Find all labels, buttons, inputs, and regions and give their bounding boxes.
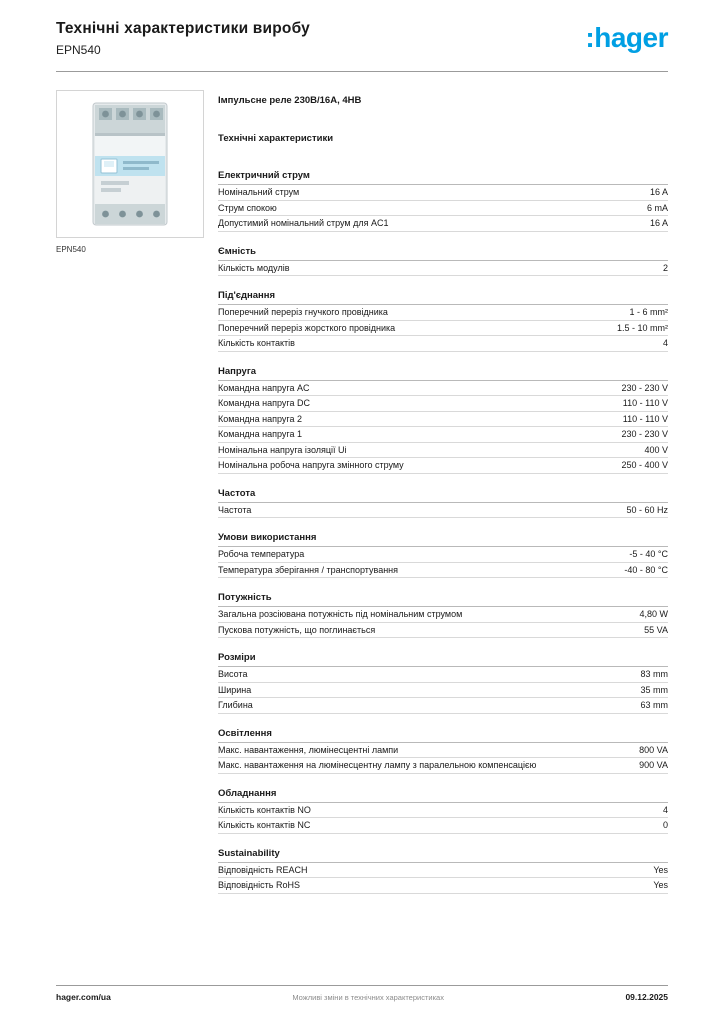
spec-label: Відповідність RoHS (218, 880, 300, 890)
spec-value: 63 mm (640, 700, 668, 710)
spec-row (218, 305, 668, 321)
spec-label: Номінальний струм (218, 187, 300, 197)
product-code: EPN540 (56, 43, 101, 57)
spec-section (218, 590, 668, 638)
spec-section (218, 244, 668, 277)
spec-value: 50 - 60 Hz (626, 504, 668, 515)
spec-row (218, 547, 668, 563)
relay-illustration (57, 91, 203, 237)
spec-label: Температура зберігання / транспортування (218, 564, 399, 575)
spec-value: 16 A (649, 218, 668, 228)
spec-label: Кількість модулів (218, 262, 290, 273)
spec-label: Глибина (218, 700, 253, 710)
specifications-column (218, 90, 668, 894)
spec-row (218, 216, 668, 232)
spec-section (218, 288, 668, 352)
page-header (56, 20, 668, 72)
spec-value: 230 - 230 V (621, 429, 668, 439)
spec-value: -40 - 80 °C (624, 564, 668, 575)
spec-value: 250 - 400 V (621, 460, 668, 470)
spec-row (218, 667, 668, 683)
spec-row (218, 412, 668, 428)
spec-label: Кількість контактів NC (218, 820, 311, 830)
spec-row (218, 381, 668, 397)
spec-section (218, 168, 668, 232)
spec-row (218, 185, 668, 201)
spec-row (218, 743, 668, 759)
spec-row (218, 427, 668, 443)
spec-row (218, 803, 668, 819)
spec-value: 6 mA (646, 202, 668, 213)
spec-section (218, 486, 668, 519)
product-image-column (56, 90, 218, 894)
spec-label: Макс. навантаження, люмінесцентні лампи (218, 744, 399, 755)
spec-row (218, 201, 668, 217)
spec-label: Висота (218, 669, 248, 679)
spec-row (218, 503, 668, 519)
spec-value: 900 VA (639, 760, 668, 770)
spec-value: 1.5 - 10 mm² (616, 322, 668, 333)
page-title: Технічні характеристики виробу (56, 20, 310, 37)
spec-label: Пускова потужність, що поглинається (218, 624, 376, 635)
section-title: Умови використання (218, 530, 668, 547)
spec-value: 110 - 110 V (622, 413, 668, 424)
spec-row (218, 698, 668, 714)
section-title: Sustainability (218, 846, 668, 863)
spec-label: Частота (218, 504, 252, 515)
spec-value: Yes (653, 864, 668, 875)
spec-value: -5 - 40 °C (629, 549, 668, 559)
spec-label: Поперечний переріз жорсткого провідника (218, 322, 396, 333)
spec-row (218, 261, 668, 277)
spec-value: 4,80 W (639, 609, 668, 619)
spec-value: 0 (662, 820, 668, 830)
spec-row (218, 321, 668, 337)
section-title: Частота (218, 486, 668, 503)
section-title: Освітлення (218, 726, 668, 743)
product-image-caption: EPN540 (56, 245, 86, 254)
spec-label: Кількість контактів (218, 338, 295, 348)
product-image (56, 90, 204, 238)
spec-section (218, 726, 668, 774)
spec-row (218, 878, 668, 894)
spec-value: 4 (662, 338, 668, 348)
spec-label: Командна напруга DC (218, 398, 310, 408)
spec-value: 16 A (649, 187, 668, 197)
spec-value: 83 mm (640, 669, 668, 679)
footer-disclaimer: Можливі зміни в технічних характеристиках (292, 993, 444, 1002)
spec-row (218, 818, 668, 834)
spec-value: 35 mm (640, 684, 668, 695)
section-title: Електричний струм (218, 168, 668, 185)
spec-label: Номінальна робоча напруга змінного струму (218, 460, 404, 470)
hager-logo: :hager (585, 22, 668, 53)
spec-row (218, 458, 668, 474)
spec-value: 230 - 230 V (621, 382, 668, 393)
spec-label: Номінальна напруга ізоляції Ui (218, 444, 347, 455)
spec-section (218, 786, 668, 834)
main-content (56, 90, 668, 894)
spec-label: Відповідність REACH (218, 864, 308, 875)
spec-label: Командна напруга 1 (218, 429, 302, 439)
spec-row (218, 336, 668, 352)
product-description: Імпульсне реле 230В/16А, 4НВ (218, 95, 362, 106)
section-title: Потужність (218, 590, 668, 607)
spec-section (218, 364, 668, 474)
spec-value: 4 (662, 804, 668, 815)
spec-row (218, 758, 668, 774)
section-title: Під'єднання (218, 288, 668, 305)
spec-value: 400 V (644, 444, 668, 455)
spec-label: Струм спокою (218, 202, 277, 213)
spec-row (218, 623, 668, 639)
spec-sections (218, 168, 668, 894)
spec-row (218, 607, 668, 623)
spec-value: 55 VA (644, 624, 668, 635)
section-title: Розміри (218, 650, 668, 667)
spec-label: Допустимий номінальний струм для AC1 (218, 218, 389, 228)
spec-value: Yes (653, 880, 668, 890)
spec-row (218, 683, 668, 699)
spec-section (218, 846, 668, 894)
spec-label: Загальна розсіювана потужність під номінальним струмом (218, 609, 463, 619)
page-footer (56, 985, 668, 1002)
spec-value: 2 (662, 262, 668, 273)
spec-label: Командна напруга AC (218, 382, 310, 393)
section-title: Напруга (218, 364, 668, 381)
spec-row (218, 396, 668, 412)
spec-value: 1 - 6 mm² (629, 307, 668, 317)
footer-date: 09.12.2025 (625, 992, 668, 1002)
spec-value: 110 - 110 V (622, 398, 668, 408)
spec-label: Кількість контактів NO (218, 804, 311, 815)
section-title: Обладнання (218, 786, 668, 803)
spec-value: 800 VA (639, 744, 668, 755)
spec-label: Поперечний переріз гнучкого провідника (218, 307, 388, 317)
spec-row (218, 563, 668, 579)
spec-label: Робоча температура (218, 549, 305, 559)
spec-row (218, 863, 668, 879)
spec-section (218, 650, 668, 714)
spec-label: Командна напруга 2 (218, 413, 302, 424)
section-title: Ємність (218, 244, 668, 261)
specs-heading: Технічні характеристики (218, 133, 334, 144)
spec-section (218, 530, 668, 578)
spec-row (218, 443, 668, 459)
spec-label: Макс. навантаження на люмінесцентну лампу з паралельною компенсацією (218, 760, 537, 770)
spec-label: Ширина (218, 684, 252, 695)
footer-website: hager.com/ua (56, 992, 111, 1002)
